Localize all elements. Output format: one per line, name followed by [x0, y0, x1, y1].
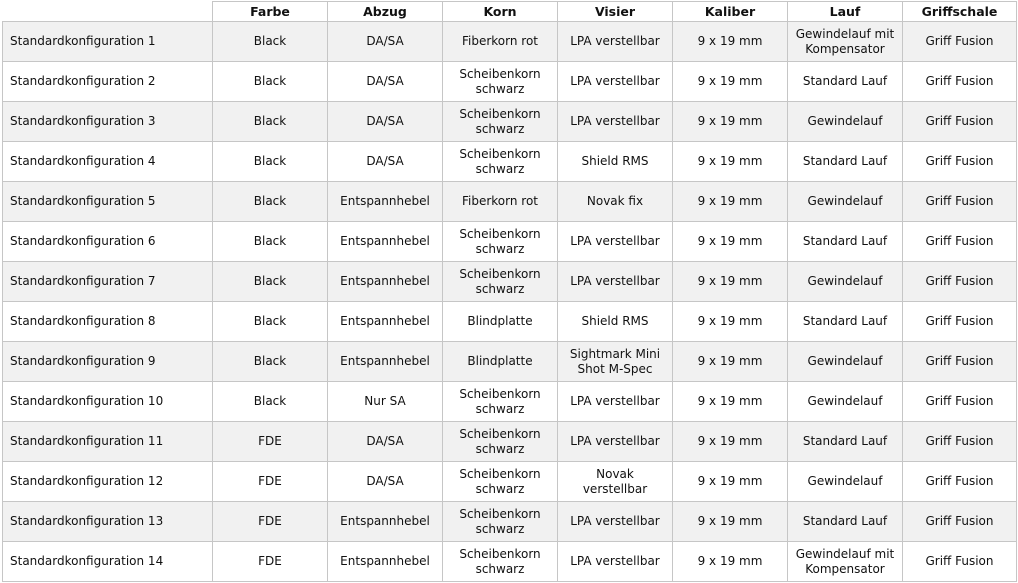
korn-cell: Scheibenkorn schwarz — [443, 382, 558, 422]
abzug-cell: Entspannhebel — [328, 182, 443, 222]
korn-cell: Scheibenkorn schwarz — [443, 142, 558, 182]
visier-cell: Novak fix — [558, 182, 673, 222]
farbe-cell: Black — [213, 182, 328, 222]
abzug-cell: Entspannhebel — [328, 342, 443, 382]
config-name-cell: Standardkonfiguration 1 — [3, 22, 213, 62]
abzug-cell: DA/SA — [328, 102, 443, 142]
griffschale-cell: Griff Fusion — [903, 502, 1017, 542]
griffschale-cell: Griff Fusion — [903, 62, 1017, 102]
header-farbe: Farbe — [213, 2, 328, 22]
farbe-cell: FDE — [213, 422, 328, 462]
griffschale-cell: Griff Fusion — [903, 302, 1017, 342]
korn-cell: Fiberkorn rot — [443, 182, 558, 222]
table-body — [3, 22, 1017, 582]
kaliber-cell: 9 x 19 mm — [673, 222, 788, 262]
kaliber-cell: 9 x 19 mm — [673, 142, 788, 182]
griffschale-cell: Griff Fusion — [903, 462, 1017, 502]
lauf-cell: Gewindelauf — [788, 262, 903, 302]
visier-cell: LPA verstellbar — [558, 62, 673, 102]
table-header — [3, 2, 1017, 22]
griffschale-cell: Griff Fusion — [903, 142, 1017, 182]
visier-cell: LPA verstellbar — [558, 502, 673, 542]
config-name-cell: Standardkonfiguration 8 — [3, 302, 213, 342]
griffschale-cell: Griff Fusion — [903, 262, 1017, 302]
lauf-cell: Gewindelauf — [788, 182, 903, 222]
header-korn: Korn — [443, 2, 558, 22]
griffschale-cell: Griff Fusion — [903, 182, 1017, 222]
lauf-cell: Gewindelauf — [788, 382, 903, 422]
abzug-cell: Entspannhebel — [328, 222, 443, 262]
header-visier: Visier — [558, 2, 673, 22]
farbe-cell: FDE — [213, 502, 328, 542]
kaliber-cell: 9 x 19 mm — [673, 62, 788, 102]
korn-cell: Fiberkorn rot — [443, 22, 558, 62]
griffschale-cell: Griff Fusion — [903, 382, 1017, 422]
lauf-cell: Standard Lauf — [788, 62, 903, 102]
korn-cell: Scheibenkorn schwarz — [443, 62, 558, 102]
abzug-cell: Entspannhebel — [328, 542, 443, 582]
griffschale-cell: Griff Fusion — [903, 102, 1017, 142]
lauf-cell: Standard Lauf — [788, 422, 903, 462]
configuration-table — [2, 1, 1017, 582]
lauf-cell: Gewindelauf mit Kompensator — [788, 542, 903, 582]
griffschale-cell: Griff Fusion — [903, 422, 1017, 462]
kaliber-cell: 9 x 19 mm — [673, 182, 788, 222]
lauf-cell: Gewindelauf mit Kompensator — [788, 22, 903, 62]
korn-cell: Scheibenkorn schwarz — [443, 262, 558, 302]
korn-cell: Scheibenkorn schwarz — [443, 542, 558, 582]
header-abzug: Abzug — [328, 2, 443, 22]
farbe-cell: Black — [213, 262, 328, 302]
lauf-cell: Standard Lauf — [788, 502, 903, 542]
farbe-cell: Black — [213, 382, 328, 422]
table-row — [3, 262, 1017, 302]
config-name-cell: Standardkonfiguration 7 — [3, 262, 213, 302]
corner-header-cell — [3, 2, 213, 22]
visier-cell: LPA verstellbar — [558, 22, 673, 62]
farbe-cell: Black — [213, 222, 328, 262]
lauf-cell: Standard Lauf — [788, 302, 903, 342]
kaliber-cell: 9 x 19 mm — [673, 102, 788, 142]
abzug-cell: Entspannhebel — [328, 262, 443, 302]
visier-cell: Shield RMS — [558, 142, 673, 182]
kaliber-cell: 9 x 19 mm — [673, 422, 788, 462]
lauf-cell: Standard Lauf — [788, 142, 903, 182]
farbe-cell: FDE — [213, 462, 328, 502]
kaliber-cell: 9 x 19 mm — [673, 302, 788, 342]
kaliber-cell: 9 x 19 mm — [673, 542, 788, 582]
table-row — [3, 462, 1017, 502]
farbe-cell: Black — [213, 62, 328, 102]
header-row — [3, 2, 1017, 22]
kaliber-cell: 9 x 19 mm — [673, 382, 788, 422]
griffschale-cell: Griff Fusion — [903, 22, 1017, 62]
table-row — [3, 102, 1017, 142]
config-name-cell: Standardkonfiguration 13 — [3, 502, 213, 542]
table-row — [3, 302, 1017, 342]
visier-cell: LPA verstellbar — [558, 542, 673, 582]
visier-cell: LPA verstellbar — [558, 262, 673, 302]
table-row — [3, 342, 1017, 382]
config-name-cell: Standardkonfiguration 14 — [3, 542, 213, 582]
abzug-cell: DA/SA — [328, 462, 443, 502]
korn-cell: Scheibenkorn schwarz — [443, 222, 558, 262]
config-name-cell: Standardkonfiguration 2 — [3, 62, 213, 102]
header-griffschale: Griffschale — [903, 2, 1017, 22]
korn-cell: Blindplatte — [443, 342, 558, 382]
griffschale-cell: Griff Fusion — [903, 542, 1017, 582]
farbe-cell: Black — [213, 102, 328, 142]
kaliber-cell: 9 x 19 mm — [673, 342, 788, 382]
abzug-cell: DA/SA — [328, 62, 443, 102]
abzug-cell: DA/SA — [328, 22, 443, 62]
kaliber-cell: 9 x 19 mm — [673, 502, 788, 542]
table-row — [3, 382, 1017, 422]
config-name-cell: Standardkonfiguration 10 — [3, 382, 213, 422]
abzug-cell: DA/SA — [328, 422, 443, 462]
config-name-cell: Standardkonfiguration 9 — [3, 342, 213, 382]
visier-cell: LPA verstellbar — [558, 382, 673, 422]
korn-cell: Scheibenkorn schwarz — [443, 422, 558, 462]
config-name-cell: Standardkonfiguration 4 — [3, 142, 213, 182]
kaliber-cell: 9 x 19 mm — [673, 262, 788, 302]
config-name-cell: Standardkonfiguration 11 — [3, 422, 213, 462]
lauf-cell: Gewindelauf — [788, 462, 903, 502]
lauf-cell: Gewindelauf — [788, 342, 903, 382]
abzug-cell: DA/SA — [328, 142, 443, 182]
korn-cell: Blindplatte — [443, 302, 558, 342]
lauf-cell: Gewindelauf — [788, 102, 903, 142]
abzug-cell: Entspannhebel — [328, 502, 443, 542]
table-row — [3, 142, 1017, 182]
abzug-cell: Entspannhebel — [328, 302, 443, 342]
lauf-cell: Standard Lauf — [788, 222, 903, 262]
header-kaliber: Kaliber — [673, 2, 788, 22]
config-name-cell: Standardkonfiguration 12 — [3, 462, 213, 502]
korn-cell: Scheibenkorn schwarz — [443, 502, 558, 542]
farbe-cell: Black — [213, 302, 328, 342]
farbe-cell: FDE — [213, 542, 328, 582]
table-row — [3, 502, 1017, 542]
visier-cell: LPA verstellbar — [558, 422, 673, 462]
visier-cell: Sightmark Mini Shot M-Spec — [558, 342, 673, 382]
visier-cell: LPA verstellbar — [558, 222, 673, 262]
header-lauf: Lauf — [788, 2, 903, 22]
visier-cell: LPA verstellbar — [558, 102, 673, 142]
table-row — [3, 22, 1017, 62]
farbe-cell: Black — [213, 342, 328, 382]
config-name-cell: Standardkonfiguration 5 — [3, 182, 213, 222]
table-row — [3, 182, 1017, 222]
korn-cell: Scheibenkorn schwarz — [443, 102, 558, 142]
table-row — [3, 62, 1017, 102]
farbe-cell: Black — [213, 22, 328, 62]
griffschale-cell: Griff Fusion — [903, 222, 1017, 262]
table-row — [3, 542, 1017, 582]
visier-cell: Novak verstellbar — [558, 462, 673, 502]
table-row — [3, 422, 1017, 462]
visier-cell: Shield RMS — [558, 302, 673, 342]
korn-cell: Scheibenkorn schwarz — [443, 462, 558, 502]
kaliber-cell: 9 x 19 mm — [673, 22, 788, 62]
config-name-cell: Standardkonfiguration 6 — [3, 222, 213, 262]
griffschale-cell: Griff Fusion — [903, 342, 1017, 382]
table-row — [3, 222, 1017, 262]
farbe-cell: Black — [213, 142, 328, 182]
abzug-cell: Nur SA — [328, 382, 443, 422]
kaliber-cell: 9 x 19 mm — [673, 462, 788, 502]
config-name-cell: Standardkonfiguration 3 — [3, 102, 213, 142]
